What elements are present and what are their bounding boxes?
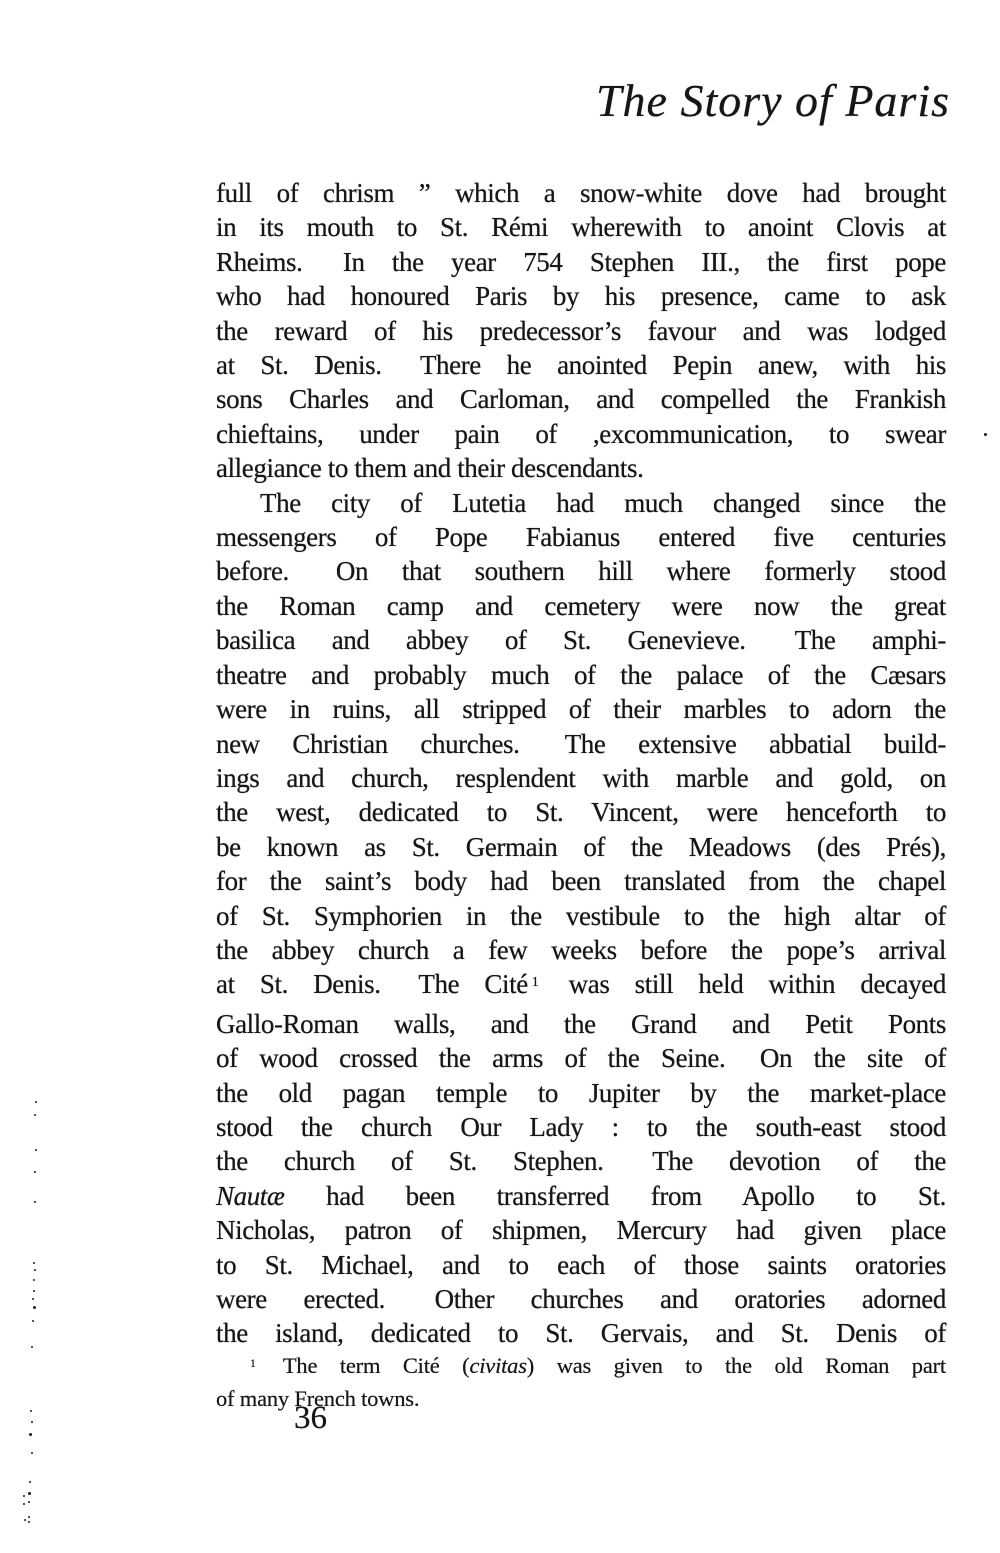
body-text-line: sons Charles and Carloman, and compelled the Frankish	[216, 384, 946, 415]
body-text-line: the church of St. Stephen. The devotion of the	[216, 1146, 946, 1177]
scan-speck	[31, 1452, 33, 1454]
body-text-line: Nautæ had been transferred from Apollo to St.	[216, 1180, 946, 1211]
body-text-line: the reward of his predecessor’s favour and was lodged	[216, 315, 946, 346]
body-text-line: full of chrism ” which a snow-white dove had brought	[216, 178, 946, 208]
scan-speck	[34, 1269, 36, 1271]
body-text-line: Nicholas, patron of shipmen, Mercury had given place	[216, 1215, 946, 1246]
scan-speck	[29, 1433, 32, 1436]
scan-speck	[33, 1306, 36, 1309]
scan-speck	[34, 1114, 36, 1116]
body-text-line: theatre and probably much of the palace of the Cæsars	[216, 659, 946, 690]
body-text-line: to St. Michael, and to each of those saints oratories	[216, 1249, 946, 1280]
body-text-line: for the saint’s body had been translated from the chapel	[216, 866, 946, 897]
body-text-line: basilica and abbey of St. Genevieve. The amphi-	[216, 625, 946, 656]
body-text-line: new Christian churches. The extensive abbatial build-	[216, 728, 946, 759]
body-text-line: at St. Denis. There he anointed Pepin anew, with his	[216, 350, 946, 381]
body-text-line: ings and church, resplendent with marble and gold, on	[216, 762, 946, 793]
scan-speck	[24, 1519, 26, 1521]
body-text-line: before. On that southern hill where formerly stood	[216, 556, 946, 587]
scan-speck	[29, 1481, 31, 1483]
body-text-line: who had honoured Paris by his presence, came to ask	[216, 281, 946, 312]
page-number: 36	[294, 1400, 327, 1436]
body-text-line: the old pagan temple to Jupiter by the market-place	[216, 1077, 946, 1108]
running-header: The Story of Paris	[595, 75, 950, 126]
scan-speck	[30, 1410, 32, 1412]
body-text-line: in its mouth to St. Rémi wherewith to anoint Clovis at	[216, 212, 946, 243]
body-text-line: messengers of Pope Fabianus entered five centuries	[216, 522, 946, 553]
scan-speck	[28, 1492, 31, 1495]
scan-speck	[28, 1501, 30, 1503]
scan-speck	[32, 1298, 34, 1300]
body-text-line: Gallo-Roman walls, and the Grand and Petit Ponts	[216, 1008, 946, 1039]
scan-speck	[28, 1521, 30, 1523]
scan-speck	[33, 1262, 35, 1264]
body-text-line: Rheims. In the year 754 Stephen III., the first pope	[216, 246, 946, 277]
scan-speck	[33, 1279, 35, 1281]
body-text-line: the west, dedicated to St. Vincent, were henceforth to	[216, 797, 946, 828]
scan-speck	[23, 1495, 25, 1497]
scan-speck	[34, 1171, 36, 1173]
body-text-line: of St. Symphorien in the vestibule to the high altar of	[216, 900, 946, 931]
body-text-line: the abbey church a few weeks before the pope’s arrival	[216, 934, 946, 965]
footnote-line: of many French towns.	[216, 1385, 420, 1411]
scan-speck	[33, 1290, 35, 1292]
body-text-line: stood the church Our Lady : to the south-east stood	[216, 1111, 946, 1142]
footnote-line: $^1$ The term Cité (civitas) was given to the old Roman part	[250, 1353, 946, 1378]
body-text-line: were erected. Other churches and oratories adorned	[216, 1284, 946, 1314]
body-text-line: The city of Lutetia had much changed since the	[260, 487, 946, 518]
scan-speck	[31, 1421, 33, 1423]
scan-speck	[35, 1149, 37, 1151]
body-text-line: were in ruins, all stripped of their marbles to adorn the	[216, 694, 946, 725]
scan-speck	[984, 433, 987, 436]
body-text-line: allegiance to them and their descendants.	[216, 453, 644, 484]
scan-speck	[28, 1516, 30, 1518]
body-text-line: the Roman camp and cemetery were now the great	[216, 590, 946, 621]
body-text-line: chieftains, under pain of ,excommunication, to swear	[216, 418, 946, 449]
scan-speck	[31, 1346, 33, 1348]
body-text-line: of wood crossed the arms of the Seine. On the site of	[216, 1043, 946, 1074]
body-text-line: be known as St. Germain of the Meadows (des Prés),	[216, 831, 946, 862]
scan-speck	[23, 1503, 25, 1505]
body-text-line: the island, dedicated to St. Gervais, and St. Denis of	[216, 1318, 946, 1349]
body-text-line: at St. Denis. The Cité $^1$ was still held within decayed	[216, 969, 946, 1000]
scan-speck	[35, 1101, 37, 1103]
body-text	[216, 176, 946, 1351]
scan-speck	[34, 1201, 36, 1203]
scan-speck	[32, 1320, 34, 1322]
